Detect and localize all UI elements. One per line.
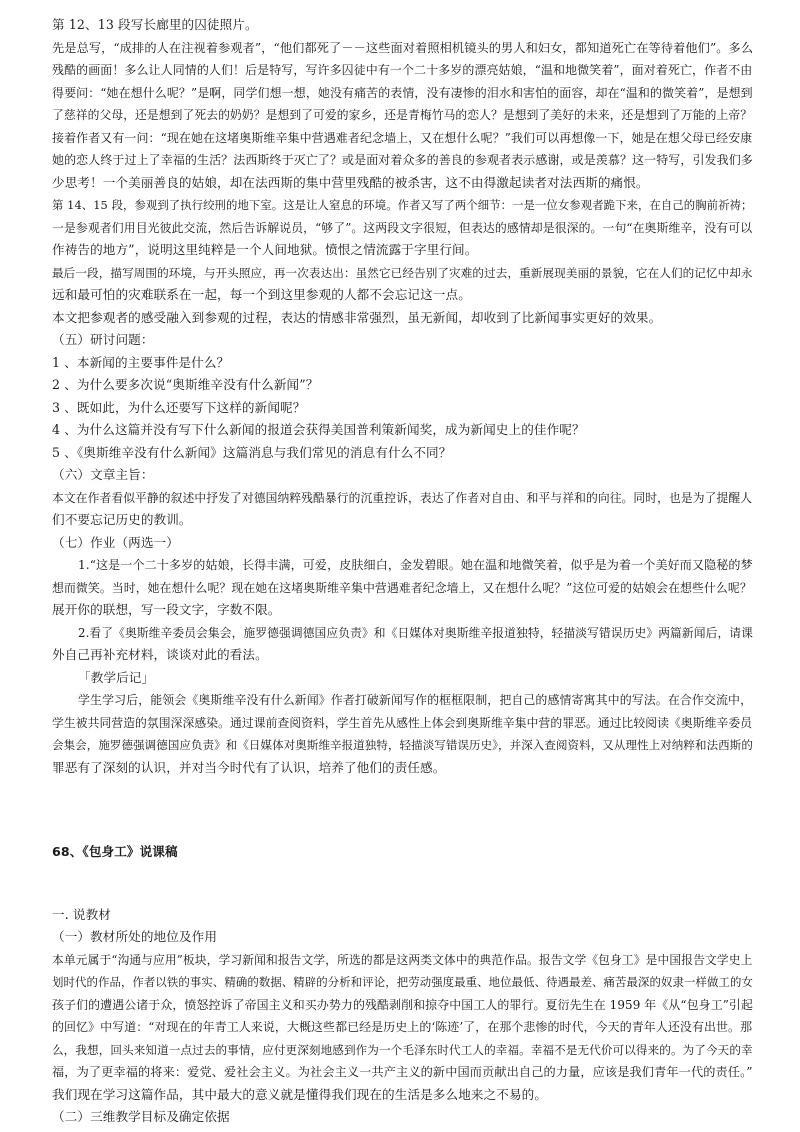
subsection-heading: （二）三维教学目标及确定依据 — [52, 1109, 230, 1124]
paragraph-line: 本文把参观者的感受融入到参观的过程，表达的情感非常强烈，虽无新闻，却收到了比新闻事实更好的效果。 — [52, 309, 662, 325]
paragraph-line: 本文在作者看似平静的叙述中抒发了对德国纳粹残酷暴行的沉重控诉，表达了作者对自由、和平与祥和的向往。同时，也是为了提醒人 — [52, 490, 753, 505]
paragraph-line: 罪恶有了深刻的认识，并对当今时代有了认识，培养了他们的责任感。 — [52, 759, 446, 775]
section-heading: （七）作业（两选一） — [52, 534, 179, 550]
paragraph-line: 本单元属于“沟通与应用”板块，学习新闻和报告文学，所选的都是这两类文体中的典范作品。报告文学《包身工》是中国报告文学史上 — [52, 952, 753, 967]
paragraph-line: 学生被共同营造的氛围深深感染。通过课前查阅资料，学生首先从感性上体会到奥斯维辛集中营的罪恶。通过比较阅读《奥斯维辛委员 — [52, 715, 753, 730]
paragraph-line: 么，我想，回头来知道一点过去的事情，应付更深刻地感到作为一个毛泽东时代工人的幸福。幸福不是无代价可以得来的。为了今天的幸 — [52, 1042, 753, 1057]
lesson-section — [52, 904, 756, 1129]
theme-section — [52, 464, 756, 532]
postscript-section — [52, 667, 756, 780]
paragraph-line: 一是参观者们用目光彼此交流，然后告诉解说员，“够了”。这两段文字很短，但表达的感情却是很深的。一句“在奥斯维辛，没有可以 — [52, 220, 753, 235]
paragraph-line: 少思考！一个美丽善良的姑娘，却在法西斯的集中营里残酷的被杀害，这不由得激起读者对法西斯的痛恨。 — [52, 174, 649, 190]
paragraph-line: 先是总写，“成排的人在注视着参观者”，“他们都死了－－这些面对着照相机镜头的男人和妇女，都知道死亡在等待着他们”。多么 — [52, 40, 754, 55]
paragraph-line: 福，为了更幸福的将来：爱党、爱社会主义。为社会主义一共产主义的新中国而贡献出自己的力量，应该是我们青年一代的责任。” — [52, 1065, 753, 1079]
paragraph-line: 我们现在学习这篇作品，其中最大的意义就是懂得我们现在的生活是多么地来之不易的。 — [52, 1086, 548, 1102]
paragraph-line: 最后一段，描写周围的环境，与开头照应，再一次表达出：虽然它已经告别了灾难的过去，重新展现美丽的景貌，它在人们的记忆中却永 — [52, 265, 753, 280]
paragraph-line: 第 12、13 段写长廊里的囚徒照片。 — [52, 17, 258, 32]
paragraph-line: 残酷的画面！多么让人同情的人们！后是特写，写许多囚徒中有一个二十多岁的漂亮姑娘，“温和地微笑着”，面对着死亡，作者不由 — [52, 63, 753, 77]
paragraph-line: 孩子们的遭遇公诸于众，愤怒控诉了帝国主义和买办势力的残酷剥削和掠夺中国工人的罪行。夏衍先生在 1959 年《从“包身工”引起 — [52, 997, 754, 1012]
paragraph-line: 了慈祥的父母，还是想到了死去的奶奶？是想到了可爱的家乡，还是青梅竹马的恋人？是想到了美好的未来，还是想到了万能的上帝？ — [52, 108, 753, 122]
paragraph-line: 作祷告的地方”，说明这里纯粹是一个人间地狱。愤恨之情流露于字里行间。 — [52, 242, 478, 257]
spacer — [52, 864, 756, 904]
discussion-question: 5 、《奥斯维辛没有什么新闻》这篇消息与我们常见的消息有什么不同？ — [52, 444, 452, 460]
homework-item-line: 展开你的联想，写一段文字，字数不限。 — [52, 602, 281, 617]
paragraph-line: 得要问：“她在想什么呢？”是啊，同学们想一想，她没有痛苦的表情，没有凄惨的泪水和害怕的面容，却在“温和的微笑着”，是想到 — [52, 85, 753, 100]
homework-section — [52, 532, 756, 667]
paragraph-line: 们不要忘记历史的教训。 — [52, 512, 192, 527]
discussion-question: 4 、为什么这篇并没有写下什么新闻的报道会获得美国普利策新闻奖，成为新闻史上的佳作呢？ — [52, 422, 585, 437]
section-heading: 「教学后记」 — [78, 669, 155, 685]
analysis-section — [52, 14, 756, 329]
paragraph-line: 会集会，施罗德强调德国应负责》和《日媒体对奥斯维辛报道独特，轻描淡写错误历史》，并深入查阅资料，又从理性上对纳粹和法西斯的 — [52, 738, 753, 752]
lesson-title: 68、《包身工》说课稿 — [52, 844, 178, 859]
homework-item-line: 外自己再补充材料，谈谈对此的看法。 — [52, 647, 268, 662]
paragraph-line: 划时代的作品，作者以铁的事实、精确的数据、精辟的分析和评论，把劳动强度最重、地位最低、待遇最差、痛苦最深的奴隶一样做工的女 — [52, 975, 753, 989]
paragraph-line: 学生学习后，能领会《奥斯维辛没有什么新闻》作者打破新闻写作的框框限制，把自己的感情寄寓其中的写法。在合作交流中， — [78, 693, 753, 707]
homework-item-line: 想而微笑。当时，她在想什么呢？现在她在这堵奥斯维辛集中营遇难者纪念墙上，又在想什么呢？”这位可爱的姑娘会在想些什么呢？ — [52, 580, 752, 595]
discussion-section — [52, 329, 756, 464]
section-heading: 一. 说教材 — [52, 906, 111, 922]
paragraph-line: 远和最可怕的灾难联系在一起，每一个到这里参观的人都不会忘记这一点。 — [52, 287, 471, 302]
spacer — [52, 779, 756, 841]
homework-item-line: 1.“这是一个二十多岁的姑娘，长得丰满，可爱，皮肤细白，金发碧眼。她在温和地微笑着，似乎是为着一个美好而又隐秘的梦 — [78, 558, 753, 572]
section-heading: （五）研讨问题： — [52, 332, 154, 347]
discussion-question: 3 、既如此，为什么还要写下这样的新闻呢？ — [52, 399, 306, 415]
paragraph-line: 第 14、15 段，参观到了执行绞刑的地下室。这是让人窒息的环境。作者又写了两个细节：一是一位女参观者跪下来，在自己的胸前祈祷； — [52, 198, 753, 212]
discussion-question: 2 、为什么要多次说“奥斯维辛没有什么新闻”？ — [52, 377, 319, 392]
section-heading: （六）文章主旨： — [52, 467, 154, 482]
paragraph-line: 她的恋人终于过上了幸福的生活？法西斯终于灭亡了？或是面对着众多的善良的参观者表示感谢，或是羡慕？这一特写，引发我们多 — [52, 153, 753, 167]
homework-item-line: 2.看了《奥斯维辛委员会集会，施罗德强调德国应负责》和《日媒体对奥斯维辛报道独特，轻描淡写错误历史》两篇新闻后，请课 — [78, 625, 754, 640]
paragraph-line: 的回忆》中写道：“对现在的年青工人来说，大概这些都已经是历史上的‘陈迹’了，在那个悲惨的时代，今天的青年人还没有出世。那 — [52, 1020, 753, 1034]
paragraph-line: 接着作者又有一问：“现在她在这堵奥斯维辛集中营遇难者纪念墙上，又在想什么呢？”我们可以再想像一下，她是在想父母已经安康 — [52, 130, 753, 145]
subsection-heading: （一）教材所处的地位及作用 — [52, 929, 218, 944]
discussion-question: 1 、本新闻的主要事件是什么？ — [52, 354, 230, 370]
